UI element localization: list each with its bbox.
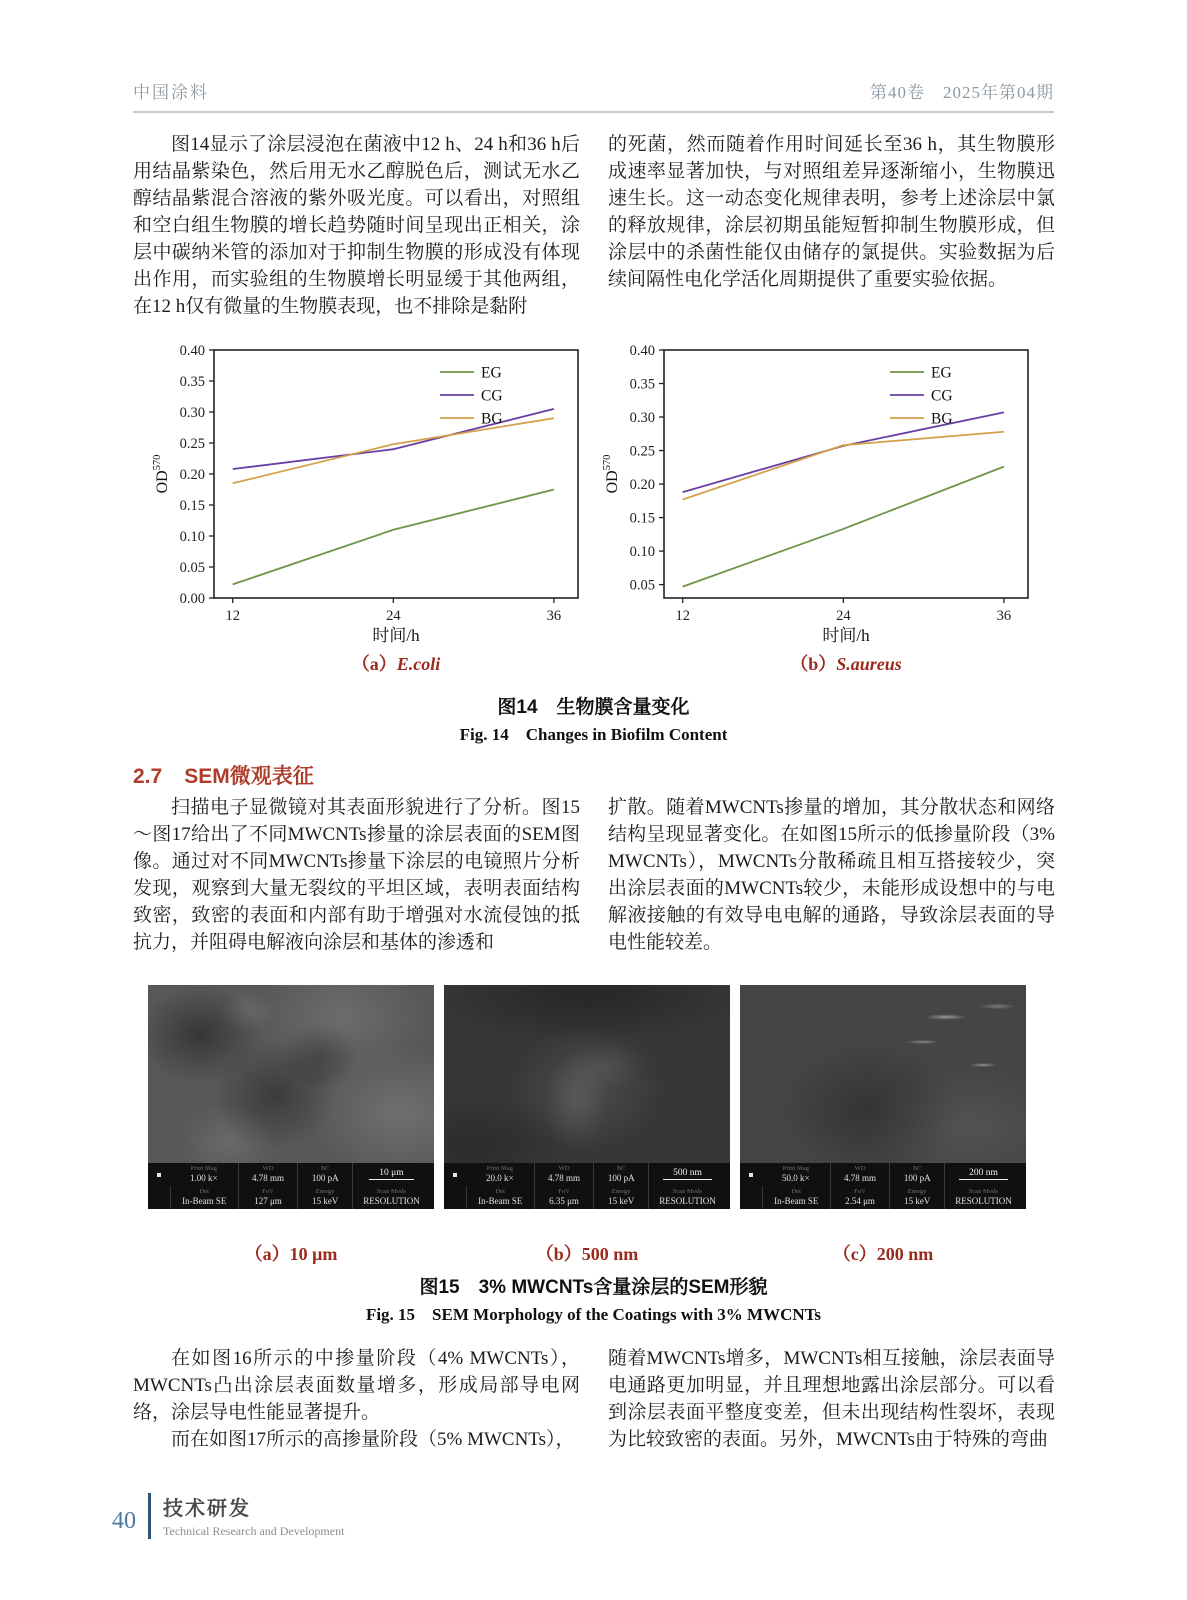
top-text-section xyxy=(133,131,1055,320)
svg-text:0.40: 0.40 xyxy=(179,343,205,359)
sem-label: Scan Mode xyxy=(672,1188,703,1195)
footer-column-title xyxy=(163,1492,344,1539)
svg-text:BG: BG xyxy=(931,410,953,428)
sem-label: Print Mag xyxy=(190,1165,217,1172)
page-header xyxy=(133,78,1054,113)
svg-text:EG: EG xyxy=(931,364,952,382)
sem-value-energy: 15 keV xyxy=(904,1196,931,1206)
svg-text:12: 12 xyxy=(675,608,690,624)
sem-value-printmag: 50.0 k× xyxy=(782,1173,810,1183)
svg-text:0.30: 0.30 xyxy=(179,405,205,421)
chart-ecoli xyxy=(150,338,590,676)
line-chart-saureus xyxy=(600,338,1040,648)
sem-panel-b xyxy=(444,985,730,1209)
species-name: S.aureus xyxy=(836,654,902,674)
sem-label: WD xyxy=(558,1165,570,1172)
sem-label: BC xyxy=(320,1165,330,1172)
bottom-right-column xyxy=(608,1345,1055,1453)
section-title: SEM微观表征 xyxy=(184,765,314,788)
section-text xyxy=(133,794,1055,956)
sem-value-bc: 100 pA xyxy=(903,1173,931,1183)
page-footer xyxy=(112,1492,344,1539)
svg-text:时间/h: 时间/h xyxy=(372,626,420,645)
paragraph: 的死菌，然而随着作用时间延长至36 h，其生物膜形成速率显著加快，与对照组差异逐渐缩小，生物膜迅速生长。这一动态变化规律表明，参考上述涂层中氯的释放规律，涂层初期虽能短暂抑制生物膜形成，但涂层中的杀菌性能仅由储存的氯提供。实验数据为后续间隔性电化学活化周期提供了重要实验依据。 xyxy=(608,134,1055,290)
sem-label: Print Mag xyxy=(486,1165,513,1172)
svg-text:0.20: 0.20 xyxy=(629,477,655,494)
sem-marker-dot xyxy=(157,1173,161,1177)
section-heading xyxy=(133,760,314,790)
svg-text:24: 24 xyxy=(386,608,401,624)
sem-value-wd: 4.78 mm xyxy=(251,1173,284,1183)
paragraph: 随着MWCNTs增多，MWCNTs相互接触，涂层表面导电通路更加明显，并且理想地露出涂层部分。可以看到涂层表面平整度变差，但未出现结构性裂坏，表现为比较致密的表面。另外，MWCNTs由于特殊的弯曲 xyxy=(608,1348,1055,1450)
sem-scale-bar: 500 nm xyxy=(663,1169,712,1181)
svg-text:0.35: 0.35 xyxy=(179,374,205,390)
svg-text:BG: BG xyxy=(481,410,503,428)
svg-text:0.25: 0.25 xyxy=(179,436,205,452)
section-number: 2.7 xyxy=(133,765,163,788)
sem-label: Energy xyxy=(907,1188,927,1195)
svg-text:CG: CG xyxy=(481,387,503,405)
sem-subcaption-b: （b）500 nm xyxy=(535,1244,639,1264)
line-chart-ecoli xyxy=(150,338,590,648)
sem-value-scanmode: RESOLUTION xyxy=(363,1196,420,1206)
figure15-caption-cn: 图15 3% MWCNTs含量涂层的SEM形貌 xyxy=(419,1277,768,1298)
sem-label: Det xyxy=(199,1188,209,1195)
sem-value-scanmode: RESOLUTION xyxy=(955,1196,1012,1206)
svg-text:0.05: 0.05 xyxy=(629,577,655,594)
sem-info-grid xyxy=(762,1163,1022,1209)
chart-subcaption-b xyxy=(600,650,1040,676)
sem-subcaptions xyxy=(148,1240,1026,1266)
chart-saureus xyxy=(600,338,1040,676)
paragraph: 扫描电子显微镜对其表面形貌进行了分析。图15～图17给出了不同MWCNTs掺量的涂层表面的SEM图像。通过对不同MWCNTs掺量下涂层的电镜照片分析发现，观察到大量无裂纹的平坦区域，表明表面结构致密，致密的表面和内部有助于增强对水流侵蚀的抵抗力，并阻碍电解液向涂层和基体的渗透和 xyxy=(133,797,580,953)
sem-micrograph-10um xyxy=(148,985,434,1163)
sem-value-scanmode: RESOLUTION xyxy=(659,1196,716,1206)
sem-value-printmag: 1.00 k× xyxy=(190,1173,218,1183)
svg-text:36: 36 xyxy=(546,608,562,624)
sem-micrograph-500nm xyxy=(444,985,730,1163)
sem-label: Print Mag xyxy=(782,1165,809,1172)
sem-marker-dot xyxy=(453,1173,457,1177)
issue-info xyxy=(870,78,1054,103)
figure14-charts xyxy=(150,338,1040,676)
sem-label: Energy xyxy=(315,1188,335,1195)
paragraph: 扩散。随着MWCNTs掺量的增加，其分散状态和网络结构呈现显著变化。在如图15所示的低掺量阶段（3% MWCNTs），MWCNTs分散稀疏且相互搭接较少，突出涂层表面的MWCNTs较少，未能形成设想中的与电解液接触的有效导电电解的通路，导致涂层表面的导电性能较差。 xyxy=(608,797,1055,953)
page-number: 40 xyxy=(112,1508,136,1534)
section-right-column xyxy=(608,794,1055,956)
svg-text:0.20: 0.20 xyxy=(179,467,205,483)
sem-label: Scan Mode xyxy=(968,1188,999,1195)
svg-text:12: 12 xyxy=(225,608,240,624)
sem-label: FoV xyxy=(854,1188,866,1195)
top-right-column xyxy=(608,131,1055,320)
sem-value-bc: 100 pA xyxy=(311,1173,339,1183)
svg-text:36: 36 xyxy=(996,608,1012,624)
chart-subcaption-a xyxy=(150,650,590,676)
sem-subcaption-a: （a）10 μm xyxy=(244,1244,338,1264)
sem-label: FoV xyxy=(558,1188,570,1195)
sem-label: BC xyxy=(616,1165,626,1172)
issue-label: 2025年第04期 xyxy=(943,83,1054,102)
sem-label: Det xyxy=(495,1188,505,1195)
svg-text:0.35: 0.35 xyxy=(629,376,655,393)
sem-info-bar xyxy=(444,1163,730,1209)
sem-info-bar xyxy=(740,1163,1026,1209)
sem-value-printmag: 20.0 k× xyxy=(486,1173,514,1183)
svg-text:0.10: 0.10 xyxy=(629,544,655,561)
subcaption-prefix: （a） xyxy=(351,654,397,674)
journal-name: 中国涂料 xyxy=(133,83,209,102)
bottom-left-column xyxy=(133,1345,580,1453)
paragraph: 在如图16所示的中掺量阶段（4% MWCNTs），MWCNTs凸出涂层表面数量增多，形成局部导电网络，涂层导电性能显著提升。 xyxy=(133,1348,580,1423)
top-left-column xyxy=(133,131,580,320)
svg-text:0.25: 0.25 xyxy=(629,443,655,460)
sem-value-det: In-Beam SE xyxy=(478,1196,523,1206)
svg-text:时间/h: 时间/h xyxy=(822,626,870,645)
sem-value-bc: 100 pA xyxy=(607,1173,635,1183)
svg-text:0.00: 0.00 xyxy=(179,591,205,607)
svg-text:OD570: OD$^{570}$ xyxy=(152,454,171,494)
figure15-caption-en: Fig. 15 SEM Morphology of the Coatings with 3% MWCNTs xyxy=(365,1305,822,1324)
svg-text:0.30: 0.30 xyxy=(629,410,655,427)
volume-label: 第40卷 xyxy=(870,83,925,102)
sem-scale-bar: 200 nm xyxy=(959,1169,1008,1181)
sem-info-bar xyxy=(148,1163,434,1209)
sem-value-wd: 4.78 mm xyxy=(547,1173,580,1183)
bottom-text-section xyxy=(133,1345,1055,1453)
sem-micrograph-200nm xyxy=(740,985,1026,1163)
sem-value-fov: 6.35 μm xyxy=(549,1196,579,1206)
sem-label: Det xyxy=(791,1188,801,1195)
section-left-column xyxy=(133,794,580,956)
species-name: E.coli xyxy=(396,654,441,674)
svg-text:EG: EG xyxy=(481,364,502,382)
svg-text:0.15: 0.15 xyxy=(179,498,205,514)
sem-label: Energy xyxy=(611,1188,631,1195)
figure14-caption-en: Fig. 14 Changes in Biofilm Content xyxy=(459,725,728,744)
sem-info-grid xyxy=(466,1163,726,1209)
svg-text:OD570: OD$^{570}$ xyxy=(602,454,621,494)
sem-value-wd: 4.78 mm xyxy=(843,1173,876,1183)
svg-text:0.10: 0.10 xyxy=(179,529,205,545)
sem-label: FoV xyxy=(262,1188,274,1195)
sem-value-det: In-Beam SE xyxy=(774,1196,819,1206)
sem-value-det: In-Beam SE xyxy=(182,1196,227,1206)
sem-panel-a xyxy=(148,985,434,1209)
sem-value-energy: 15 keV xyxy=(312,1196,339,1206)
sem-label: Scan Mode xyxy=(376,1188,407,1195)
sem-subcaption-c: （c）200 nm xyxy=(832,1244,934,1264)
footer-column-en: Technical Research and Development xyxy=(163,1524,345,1538)
figure15-sem-row xyxy=(148,985,1026,1209)
sem-info-grid xyxy=(170,1163,430,1209)
svg-text:0.05: 0.05 xyxy=(179,560,205,576)
sem-value-energy: 15 keV xyxy=(608,1196,635,1206)
svg-text:CG: CG xyxy=(931,387,953,405)
sem-panel-c xyxy=(740,985,1026,1209)
footer-divider xyxy=(148,1493,151,1539)
svg-text:0.40: 0.40 xyxy=(629,343,655,359)
footer-column-cn: 技术研发 xyxy=(163,1498,251,1520)
subcaption-prefix: （b） xyxy=(790,654,837,674)
sem-label: WD xyxy=(262,1165,274,1172)
figure14-caption-cn: 图14 生物膜含量变化 xyxy=(497,697,690,718)
sem-value-fov: 127 μm xyxy=(254,1196,282,1206)
sem-scale-bar: 10 μm xyxy=(369,1169,413,1181)
svg-text:0.15: 0.15 xyxy=(629,510,655,527)
sem-label: WD xyxy=(854,1165,866,1172)
paragraph: 而在如图17所示的高掺量阶段（5% MWCNTs）， xyxy=(171,1429,575,1450)
paragraph: 图14显示了涂层浸泡在菌液中12 h、24 h和36 h后用结晶紫染色，然后用无水乙醇脱色后，测试无水乙醇结晶紫混合溶液的紫外吸光度。可以看出，对照组和空白组生物膜的增长趋势随时间呈现出正相关，涂层中碳纳米管的添加对于抑制生物膜的形成没有体现出作用，而实验组的生物膜增长明显缓于其他两组，在12 h仅有微量的生物膜表现，也不排除是黏附 xyxy=(133,134,580,317)
sem-label: BC xyxy=(912,1165,922,1172)
svg-text:24: 24 xyxy=(836,608,851,624)
sem-marker-dot xyxy=(749,1173,753,1177)
sem-value-fov: 2.54 μm xyxy=(845,1196,875,1206)
